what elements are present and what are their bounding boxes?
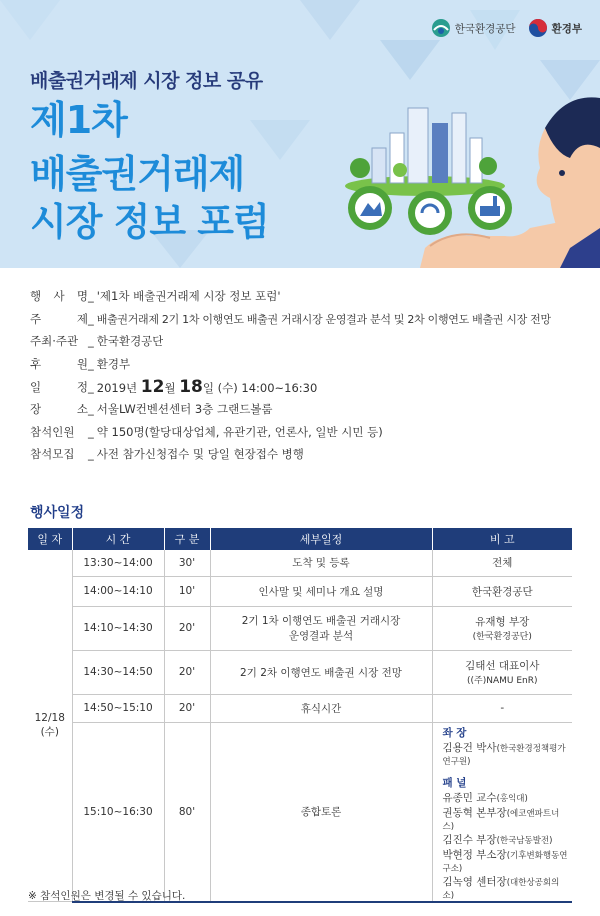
event-info (30, 285, 590, 466)
table-row (28, 650, 572, 694)
info-row-venue: 장 소 _ 서울LW컨벤션센터 3층 그랜드볼룸 (30, 402, 273, 417)
date-month: 12 (140, 376, 165, 397)
poster-header (0, 0, 600, 268)
footnote: ※ 참석인원은 변경될 수 있습니다. (28, 890, 186, 902)
detail-cell: 휴식시간 (210, 694, 432, 722)
detail-cell: 2기 2차 이행연도 배출권 시장 전망 (210, 650, 432, 694)
time-cell: 14:50~15:10 (72, 694, 164, 722)
time-cell: 14:30~14:50 (72, 650, 164, 694)
header-date: 일 자 (28, 528, 72, 550)
info-key: 참석인원 (30, 424, 75, 439)
time-cell: 14:10~14:30 (72, 606, 164, 650)
kecoa-logo (431, 18, 516, 38)
table-row (28, 694, 572, 722)
info-row-date: 일 정 _ 2019년 12월 18일 (수) 14:00~16:30 (30, 376, 318, 397)
time-cell: 14:00~14:10 (72, 576, 164, 606)
info-row-host: 주최·주관 _ 한국환경공단 (30, 334, 164, 349)
info-value: 2019년 12월 18일 (수) 14:00~16:30 (96, 376, 318, 397)
duration-cell: 20' (164, 606, 210, 650)
header-detail: 세부일정 (210, 528, 432, 550)
table-row (28, 576, 572, 606)
info-value: 서울LW컨벤션센터 3층 그랜드볼룸 (96, 402, 273, 417)
eco-city-illustration (330, 78, 600, 268)
table-row (28, 606, 572, 650)
info-value: 사전 참가신청접수 및 당일 현장접수 병행 (96, 447, 304, 462)
poster-subtitle: 배출권거래제 시장 정보 공유 (30, 70, 263, 92)
info-row-attendees: 참석인원 _ 약 150명(할당대상업체, 유관기관, 언론사, 일반 시민 등) (30, 424, 383, 439)
info-row-topic: 주 제 _ 배출권거래제 2기 1차 이행연도 배출권 거래시장 운영결과 분석 및 2차 이행연도 배출권 시장 전망 (30, 311, 551, 326)
info-value: 배출권거래제 2기 1차 이행연도 배출권 거래시장 운영결과 분석 및 2차 이행연도 배출권 시장 전망 (96, 312, 551, 326)
chair-heading: 좌 장 (442, 726, 467, 739)
info-row-sponsor: 후 원 _ 환경부 (30, 357, 131, 372)
kecoa-logo-icon (431, 18, 451, 38)
detail-cell: 종합토론 (210, 722, 432, 902)
ministry-logo-text: 환경부 (551, 22, 582, 35)
panel-heading: 패 널 (442, 776, 467, 789)
info-key: 주 제 (30, 311, 88, 326)
duration-cell: 20' (164, 694, 210, 722)
info-row-event-name: 행 사 명 _ '제1차 배출권거래제 시장 정보 포럼' (30, 289, 281, 304)
table-row (28, 722, 572, 902)
duration-cell: 30' (164, 550, 210, 576)
schedule-table (28, 528, 572, 903)
detail-cell: 도착 및 등록 (210, 550, 432, 576)
info-key: 장 소 (30, 402, 88, 417)
info-value: '제1차 배출권거래제 시장 정보 포럼' (96, 289, 281, 304)
poster-title-line-3: 시장 정보 포럼 (30, 200, 269, 244)
info-value: 한국환경공단 (96, 334, 164, 349)
schedule-title: 행사일정 (30, 505, 85, 521)
poster-title-line-1: 제1차 (30, 98, 127, 142)
date-cell: 12/18 (수) (28, 550, 72, 902)
kecoa-logo-text: 한국환경공단 (454, 22, 516, 35)
ministry-logo (528, 18, 582, 38)
taegeuk-icon (528, 18, 548, 38)
remark-cell: 김태선 대표이사 ((주)NAMU EnR) (432, 650, 572, 694)
info-value: 환경부 (96, 357, 131, 372)
date-day: 18 (179, 376, 203, 397)
duration-cell: 20' (164, 650, 210, 694)
info-key: 행 사 명 (30, 289, 88, 304)
remark-cell: 유재형 부장 (한국환경공단) (432, 606, 572, 650)
duration-cell: 10' (164, 576, 210, 606)
remark-cell: 좌 장 김용건 박사(한국환경정책평가연구원) 패 널 유종민 교수(홍익대) 권동혁 본부장(에코앤파트너스) 김진수 부장(한국남동발전) 박현정 부소장(기후변화행동연구소) 김녹영 센터장(대한상공회의소) (432, 722, 572, 902)
remark-cell: 한국환경공단 (432, 576, 572, 606)
header-time: 시 간 (72, 528, 164, 550)
info-key: 주최·주관 (30, 334, 79, 349)
remark-cell: - (432, 694, 572, 722)
poster-title-line-2: 배출권거래제 (30, 152, 245, 196)
info-value: 약 150명(할당대상업체, 유관기관, 언론사, 일반 시민 등) (96, 424, 383, 439)
detail-cell: 인사말 및 세미나 개요 설명 (210, 576, 432, 606)
info-key: 후 원 (30, 357, 88, 372)
info-row-recruitment: 참석모집 _ 사전 참가신청접수 및 당일 현장접수 병행 (30, 447, 304, 462)
header-type: 구 분 (164, 528, 210, 550)
schedule-header-row (28, 528, 572, 550)
duration-cell: 80' (164, 722, 210, 902)
time-cell: 15:10~16:30 (72, 722, 164, 902)
info-key: 참석모집 (30, 447, 75, 462)
detail-cell: 2기 1차 이행연도 배출권 거래시장 운영결과 분석 (210, 606, 432, 650)
table-row (28, 550, 572, 576)
info-key: 일 정 (30, 379, 88, 394)
logos (431, 18, 582, 38)
remark-cell: 전체 (432, 550, 572, 576)
time-cell: 13:30~14:00 (72, 550, 164, 576)
header-remark: 비 고 (432, 528, 572, 550)
